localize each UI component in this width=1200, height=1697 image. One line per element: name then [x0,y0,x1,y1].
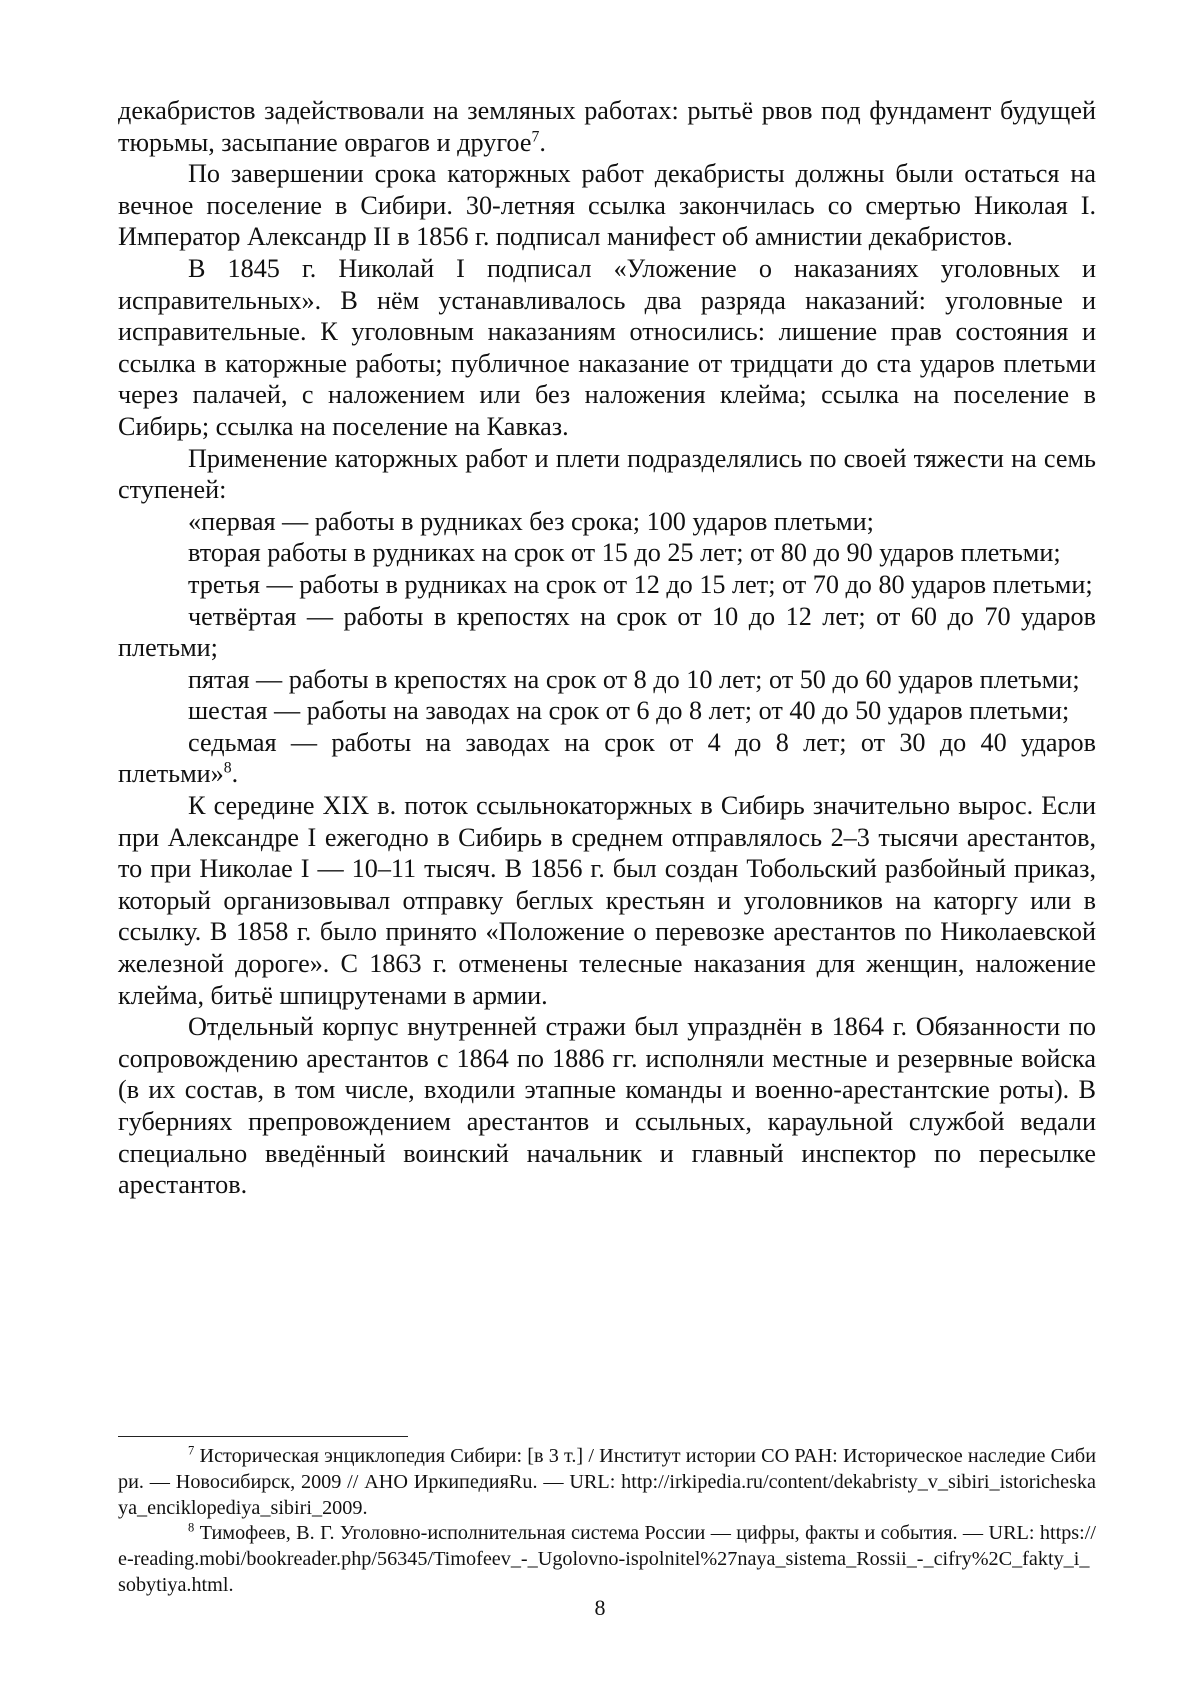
paragraph: Отдельный корпус внутренней стражи был упразднён в 1864 г. Обязанности по сопровождению арестантов с 1864 по 1886 гг. исполняли местные и резервные войска (в их состав, в том числе, входили этапные команды и военно-арестантские роты). В губерниях препровождением арестантов и ссыльных, караульной службой ведали специально введённый воинский начальник и главный инспектор по пересылке арестантов. [118,1012,1096,1200]
paragraph: Применение каторжных работ и плети подразделялись по своей тяжести на семь ступеней: [118,443,1096,505]
list-item: седьмая — работы на заводах на срок от 4 до 8 лет; от 30 до 40 ударов плетьми»$^8$. [118,727,1096,789]
paragraph: К середине XIX в. поток ссыльнокаторжных в Сибирь значительно вырос. Если при Александре I ежегодно в Сибирь в среднем отправлялось 2–3 тысячи арестантов, то при Николае I — 10–11 тысяч. В 1856 г. был создан Тобольский разбойный приказ, который организовывал отправку беглых крестьян и уголовников на каторгу или в ссылку. В 1858 г. было принято «Положение о перевозке арестантов по Николаевской железной дороге». С 1863 г. отменены телесные наказания для женщин, наложение клейма, битьё шпицрутенами в армии. [118,791,1096,1010]
paragraph: В 1845 г. Николай I подписал «Уложение о наказаниях уголовных и исправительных». В нём устанавливалось два разряда наказаний: уголовные и исправительные. К уголовным наказаниям относились: лишение прав состояния и ссылка в каторжные работы; публичное наказание от тридцати до ста ударов плетьми через палачей, с наложением или без наложения клейма; ссылка на поселение в Сибирь; ссылка на поселение на Кавказ. [118,253,1096,441]
footnote-text: Историческая энциклопедия Сибири: [в 3 т.] / Институт истории СО РАН: Историческое наследие Сибири. — Новосибирск, 2009 // АНО ИркипедияRu. — URL: http://irkipedia.ru/content/dekabristy_v_sibiri_istoricheskaya_enciklopediya_sibiri_2009. [118,1445,1097,1519]
footnote [118,1521,1096,1598]
list-item: шестая — работы на заводах на срок от 6 до 8 лет; от 40 до 50 ударов плетьми; [188,696,1070,726]
paragraph-text: декабристов задействовали на земляных работах: рытьё рвов под фундамент будущей тюрьмы, засыпание оврагов и другое [118,96,1096,157]
footnote-mark: 7 [188,1443,195,1458]
list-item-text: седьмая — работы на заводах на срок от 4 до 8 лет; от 30 до 40 ударов плетьми» [118,727,1096,789]
footnote-ref: 8 [223,759,232,777]
body-text [118,95,1096,1201]
footnote-separator [118,1436,408,1437]
footnote-ref: 7 [531,127,540,145]
list-item: «первая — работы в рудниках без срока; 100 ударов плетьми; [188,506,874,536]
list-item: третья — работы в рудниках на срок от 12 до 15 лет; от 70 до 80 ударов плетьми; [188,569,1093,599]
list-item: четвёртая — работы в крепостях на срок от 10 до 12 лет; от 60 до 70 ударов плетьми; [118,601,1096,663]
page-number: 8 [594,1595,606,1620]
list-item: пятая — работы в крепостях на срок от 8 до 10 лет; от 50 до 60 ударов плетьми; [188,664,1080,694]
footnote-mark: 8 [188,1520,195,1535]
paragraph: декабристов задействовали на земляных работах: рытьё рвов под фундамент будущей тюрьмы, засыпание оврагов и другое$^7$. [118,96,1096,157]
document-page [118,95,1096,1201]
paragraph: По завершении срока каторжных работ декабристы должны были остаться на вечное поселение в Сибири. 30-летняя ссылка закончилась со смертью Николая I. Император Александр II в 1856 г. подписал манифест об амнистии декабристов. [118,159,1096,252]
footnote-text: Тимофеев, В. Г. Уголовно-исполнительная система России — цифры, факты и события. — URL: https://e-reading.mobi/bookreader.php/56345/Timofeev_-_Ugolovno-ispolnitel%27naya_sistema_Rossii_-_cifry%2C_fakty_i_sobytiya.html. [118,1522,1096,1596]
list-item: вторая работы в рудниках на срок от 15 до 25 лет; от 80 до 90 ударов плетьми; [188,538,1061,568]
footnote [118,1444,1096,1521]
footnotes [118,1444,1096,1599]
